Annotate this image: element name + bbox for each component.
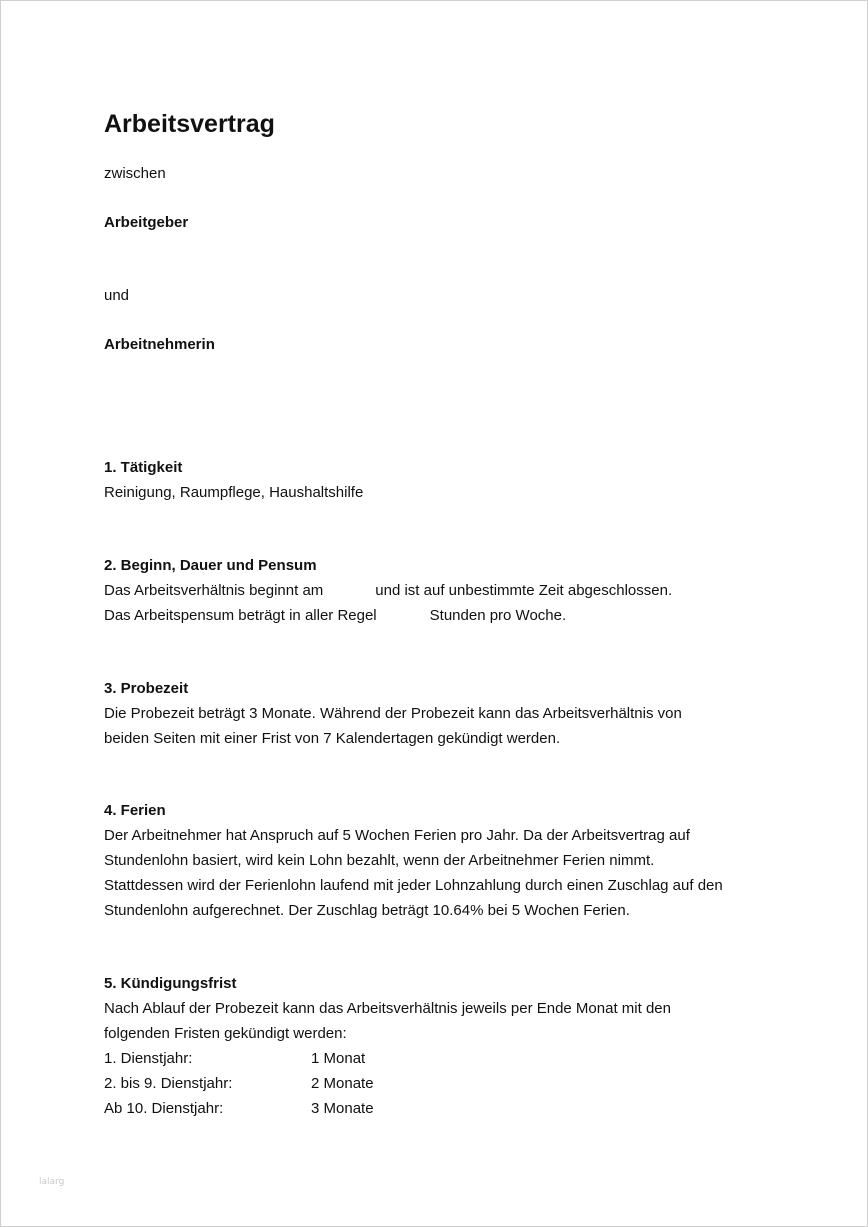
notice-year: 1. Dienstjahr: [104, 1050, 193, 1067]
notice-row [104, 1071, 504, 1096]
employee-label: Arbeitnehmerin [104, 336, 215, 353]
notice-row [104, 1046, 504, 1071]
notice-year: Ab 10. Dienstjahr: [104, 1100, 224, 1117]
section-3-line-1: Die Probezeit beträgt 3 Monate. Während der Probezeit kann das Arbeitsverhältnis von [104, 705, 682, 722]
section-5-line-2: folgenden Fristen gekündigt werden: [104, 1025, 347, 1042]
section-4-heading: 4. Ferien [104, 802, 166, 819]
section-5-line-1: Nach Ablauf der Probezeit kann das Arbeitsverhältnis jeweils per Ende Monat mit den [104, 1000, 671, 1017]
section-3-heading: 3. Probezeit [104, 680, 189, 697]
notice-period: 1 Monat [311, 1050, 366, 1067]
section-3-line-2: beiden Seiten mit einer Frist von 7 Kalendertagen gekündigt werden. [104, 730, 561, 747]
section-5-heading: 5. Kündigungsfrist [104, 975, 237, 992]
section-2-line-2 [104, 603, 566, 628]
section-1-body: Reinigung, Raumpflege, Haushaltshilfe [104, 484, 364, 501]
section-4-line-2: Stundenlohn basiert, wird kein Lohn bezahlt, wenn der Arbeitnehmer Ferien nimmt. [104, 852, 655, 869]
section-4-line-4: Stundenlohn aufgerechnet. Der Zuschlag beträgt 10.64% bei 5 Wochen Ferien. [104, 902, 630, 919]
and-label: und [104, 287, 130, 304]
section-1-heading: 1. Tätigkeit [104, 459, 183, 476]
notice-period: 3 Monate [311, 1100, 374, 1117]
section-2-heading: 2. Beginn, Dauer und Pensum [104, 557, 317, 574]
notice-row [104, 1096, 504, 1121]
hours-per-week-text: Stunden pro Woche. [429, 607, 567, 624]
notice-year: 2. bis 9. Dienstjahr: [104, 1075, 233, 1092]
between-label: zwischen [104, 165, 166, 182]
term-text: und ist auf unbestimmte Zeit abgeschlossen. [375, 582, 673, 599]
start-date-text: Das Arbeitsverhältnis beginnt am [104, 582, 324, 599]
document-title: Arbeitsvertrag [104, 110, 275, 138]
watermark: lalarg [39, 1177, 65, 1187]
section-4-line-3: Stattdessen wird der Ferienlohn laufend mit jeder Lohnzahlung durch einen Zuschlag auf den [104, 877, 723, 894]
workload-text: Das Arbeitspensum beträgt in aller Regel [104, 607, 377, 624]
notice-period: 2 Monate [311, 1075, 374, 1092]
section-4-line-1: Der Arbeitnehmer hat Anspruch auf 5 Wochen Ferien pro Jahr. Da der Arbeitsvertrag auf [104, 827, 690, 844]
section-2-line-1 [104, 578, 672, 603]
employer-label: Arbeitgeber [104, 214, 189, 231]
